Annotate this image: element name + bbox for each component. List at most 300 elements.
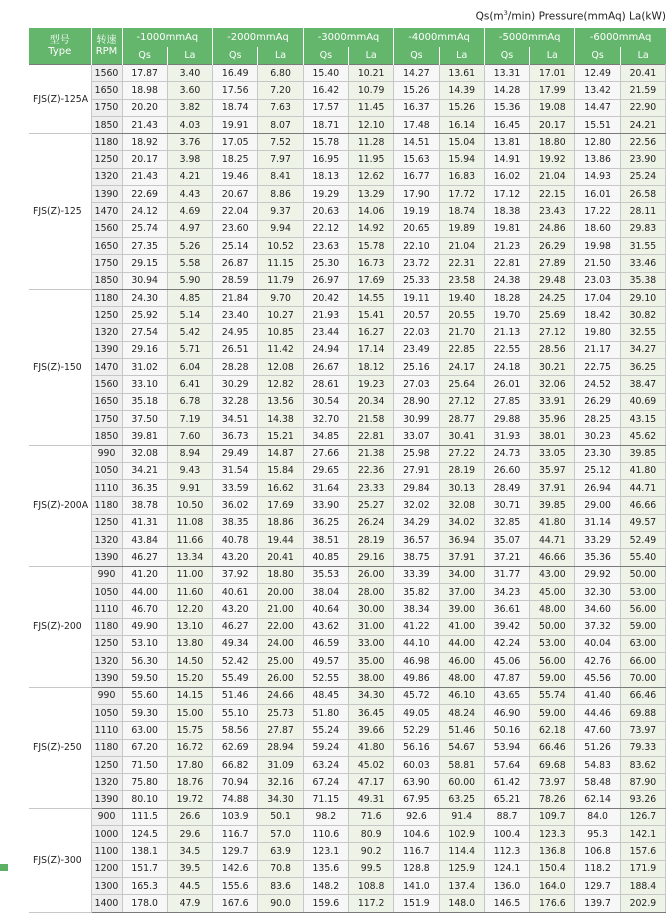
qs-cell: 33.39 (394, 566, 439, 583)
la-cell: 30.00 (348, 601, 393, 618)
la-cell: 16.72 (167, 739, 212, 756)
la-cell: 34.00 (439, 566, 484, 583)
qs-cell: 46.90 (484, 704, 529, 721)
la-cell: 21.00 (258, 601, 303, 618)
qs-cell: 39.81 (122, 428, 167, 445)
la-cell: 15.75 (167, 722, 212, 739)
qs-cell: 49.34 (213, 635, 258, 652)
la-cell: 35.97 (530, 462, 575, 479)
rpm-cell: 1750 (91, 410, 122, 427)
la-cell: 16.27 (348, 324, 393, 341)
rpm-cell: 1050 (91, 583, 122, 600)
qs-cell: 30.71 (484, 497, 529, 514)
qs-cell: 49.90 (122, 618, 167, 635)
la-cell: 22.00 (258, 618, 303, 635)
la-cell: 11.15 (258, 255, 303, 272)
la-cell: 6.04 (167, 359, 212, 376)
la-cell: 26.6 (167, 808, 212, 825)
la-cell: 53.00 (620, 583, 665, 600)
la-cell: 28.56 (530, 341, 575, 358)
table-row (29, 687, 666, 704)
la-cell: 31.00 (348, 618, 393, 635)
la-cell: 4.97 (167, 220, 212, 237)
rpm-cell: 1200 (91, 860, 122, 877)
la-cell: 17.14 (348, 341, 393, 358)
la-cell: 26.24 (348, 514, 393, 531)
table-row (29, 618, 666, 635)
qs-cell: 29.84 (394, 480, 439, 497)
la-cell: 14.06 (348, 203, 393, 220)
la-cell: 3.98 (167, 151, 212, 168)
qs-cell: 116.7 (213, 826, 258, 843)
la-cell: 25.00 (258, 653, 303, 670)
qs-cell: 36.61 (484, 601, 529, 618)
qs-cell: 29.88 (484, 410, 529, 427)
la-cell: 27.22 (439, 445, 484, 462)
la-cell: 52.49 (620, 532, 665, 549)
la-cell: 38.01 (530, 428, 575, 445)
la-cell: 6.80 (258, 65, 303, 82)
la-cell: 29.48 (530, 272, 575, 289)
qs-cell: 151.9 (394, 895, 439, 912)
la-cell: 30.13 (439, 480, 484, 497)
la-cell: 171.9 (620, 860, 665, 877)
qs-cell: 111.5 (122, 808, 167, 825)
la-cell: 24.25 (530, 289, 575, 306)
la-cell: 11.60 (167, 583, 212, 600)
la-cell: 18.12 (348, 359, 393, 376)
qs-cell: 41.40 (575, 687, 620, 704)
la-cell: 20.00 (258, 583, 303, 600)
la-cell: 18.76 (167, 774, 212, 791)
table-row (29, 255, 666, 272)
table-row (29, 65, 666, 82)
la-cell: 49.31 (348, 791, 393, 808)
qs-cell: 21.17 (575, 341, 620, 358)
la-cell: 39.85 (530, 497, 575, 514)
la-cell: 43.00 (530, 566, 575, 583)
qs-cell: 35.18 (122, 393, 167, 410)
rpm-cell: 1750 (91, 255, 122, 272)
la-cell: 47.9 (167, 895, 212, 912)
qs-cell: 43.65 (484, 687, 529, 704)
table-row (29, 653, 666, 670)
qs-header: Qs (213, 47, 258, 65)
la-cell: 11.42 (258, 341, 303, 358)
la-cell: 10.79 (348, 82, 393, 99)
qs-cell: 53.10 (122, 635, 167, 652)
qs-cell: 116.7 (394, 843, 439, 860)
la-cell: 58.81 (439, 756, 484, 773)
qs-cell: 29.00 (575, 497, 620, 514)
qs-cell: 55.60 (122, 687, 167, 704)
qs-cell: 36.25 (303, 514, 348, 531)
la-cell: 6.78 (167, 393, 212, 410)
la-cell: 20.34 (348, 393, 393, 410)
qs-cell: 28.25 (575, 410, 620, 427)
rpm-cell: 1390 (91, 549, 122, 566)
la-cell: 4.21 (167, 168, 212, 185)
rpm-cell: 1180 (91, 739, 122, 756)
qs-cell: 16.01 (575, 186, 620, 203)
la-cell: 13.61 (439, 65, 484, 82)
la-cell: 11.00 (167, 566, 212, 583)
la-cell: 19.08 (530, 99, 575, 116)
qs-cell: 15.78 (303, 134, 348, 151)
qs-cell: 33.90 (303, 497, 348, 514)
rpm-cell: 1250 (91, 635, 122, 652)
qs-cell: 128.8 (394, 860, 439, 877)
qs-cell: 23.03 (575, 272, 620, 289)
qs-cell: 129.7 (213, 843, 258, 860)
qs-cell: 67.24 (303, 774, 348, 791)
qs-cell: 14.28 (484, 82, 529, 99)
qs-cell: 13.86 (575, 151, 620, 168)
qs-cell: 22.81 (484, 255, 529, 272)
qs-cell: 25.30 (303, 255, 348, 272)
qs-cell: 46.27 (122, 549, 167, 566)
la-cell: 14.92 (348, 220, 393, 237)
qs-cell: 25.16 (394, 359, 439, 376)
qs-cell: 21.93 (303, 307, 348, 324)
qs-cell: 37.92 (213, 566, 258, 583)
la-cell: 31.09 (258, 756, 303, 773)
la-cell: 24.00 (258, 635, 303, 652)
table-row (29, 428, 666, 445)
qs-cell: 39.42 (484, 618, 529, 635)
qs-cell: 62.69 (213, 739, 258, 756)
qs-cell: 53.94 (484, 739, 529, 756)
qs-cell: 32.30 (575, 583, 620, 600)
qs-cell: 22.75 (575, 359, 620, 376)
qs-cell: 37.21 (484, 549, 529, 566)
qs-cell: 24.38 (484, 272, 529, 289)
la-cell: 18.74 (439, 203, 484, 220)
la-cell: 36.25 (620, 359, 665, 376)
qs-cell: 19.80 (575, 324, 620, 341)
la-header: La (348, 47, 393, 65)
qs-cell: 21.43 (122, 168, 167, 185)
qs-cell: 44.46 (575, 704, 620, 721)
table-row (29, 532, 666, 549)
qs-cell: 24.12 (122, 203, 167, 220)
rpm-cell: 1470 (91, 203, 122, 220)
rpm-cell: 1850 (91, 116, 122, 133)
table-row (29, 497, 666, 514)
qs-cell: 14.93 (575, 168, 620, 185)
qs-cell: 28.59 (213, 272, 258, 289)
la-cell: 93.26 (620, 791, 665, 808)
la-cell: 35.38 (620, 272, 665, 289)
qs-cell: 159.6 (303, 895, 348, 912)
qs-cell: 18.71 (303, 116, 348, 133)
la-cell: 22.31 (439, 255, 484, 272)
la-cell: 20.17 (530, 116, 575, 133)
qs-cell: 40.04 (575, 635, 620, 652)
model-cell: FJS(Z)-250 (29, 687, 91, 808)
la-cell: 15.41 (348, 307, 393, 324)
qs-cell: 33.59 (213, 480, 258, 497)
la-cell: 12.08 (258, 359, 303, 376)
la-cell: 30.82 (620, 307, 665, 324)
qs-cell: 29.15 (122, 255, 167, 272)
qs-cell: 12.80 (575, 134, 620, 151)
la-cell: 55.40 (620, 549, 665, 566)
la-cell: 57.0 (258, 826, 303, 843)
qs-cell: 17.05 (213, 134, 258, 151)
table-row (29, 410, 666, 427)
la-cell: 11.45 (348, 99, 393, 116)
qs-cell: 110.6 (303, 826, 348, 843)
la-cell: 35.00 (348, 653, 393, 670)
qs-cell: 55.10 (213, 704, 258, 721)
la-cell: 3.76 (167, 134, 212, 151)
table-row (29, 480, 666, 497)
qs-cell: 19.29 (303, 186, 348, 203)
qs-cell: 141.0 (394, 877, 439, 894)
la-cell: 17.99 (530, 82, 575, 99)
la-cell: 33.46 (620, 255, 665, 272)
la-cell: 25.64 (439, 376, 484, 393)
la-cell: 70.8 (258, 860, 303, 877)
rpm-cell: 1750 (91, 99, 122, 116)
la-cell: 73.97 (620, 722, 665, 739)
la-cell: 33.05 (530, 445, 575, 462)
la-cell: 27.87 (258, 722, 303, 739)
la-cell: 12.62 (348, 168, 393, 185)
la-cell: 90.0 (258, 895, 303, 912)
table-row (29, 808, 666, 825)
qs-cell: 51.80 (303, 704, 348, 721)
rpm-cell: 1250 (91, 514, 122, 531)
qs-cell: 18.60 (575, 220, 620, 237)
la-cell: 41.80 (530, 514, 575, 531)
qs-cell: 16.37 (394, 99, 439, 116)
qs-cell: 44.10 (394, 635, 439, 652)
la-cell: 39.85 (620, 445, 665, 462)
la-cell: 150.4 (530, 860, 575, 877)
table-row (29, 601, 666, 618)
qs-cell: 32.28 (213, 393, 258, 410)
qs-cell: 29.16 (122, 341, 167, 358)
la-cell: 9.43 (167, 462, 212, 479)
la-cell: 50.00 (530, 618, 575, 635)
qs-cell: 34.21 (122, 462, 167, 479)
qs-cell: 17.57 (303, 99, 348, 116)
la-cell: 3.60 (167, 82, 212, 99)
la-cell: 25.27 (348, 497, 393, 514)
la-cell: 78.26 (530, 791, 575, 808)
la-cell: 10.52 (258, 237, 303, 254)
la-cell: 23.90 (620, 151, 665, 168)
qs-cell: 34.85 (303, 428, 348, 445)
table-row (29, 739, 666, 756)
table-body (29, 65, 666, 913)
qs-cell: 15.63 (394, 151, 439, 168)
la-cell: 117.2 (348, 895, 393, 912)
la-cell: 19.40 (439, 289, 484, 306)
table-row (29, 514, 666, 531)
la-cell: 10.50 (167, 497, 212, 514)
qs-cell: 22.04 (213, 203, 258, 220)
la-cell: 24.17 (439, 359, 484, 376)
rpm-cell: 1180 (91, 289, 122, 306)
qs-cell: 34.23 (484, 583, 529, 600)
qs-cell: 43.84 (122, 532, 167, 549)
page-edge-marker (0, 864, 8, 871)
la-cell: 22.81 (348, 428, 393, 445)
qs-cell: 18.13 (303, 168, 348, 185)
qs-cell: 95.3 (575, 826, 620, 843)
la-cell: 45.62 (620, 428, 665, 445)
qs-cell: 19.81 (484, 220, 529, 237)
qs-cell: 25.14 (213, 237, 258, 254)
rpm-cell: 1250 (91, 307, 122, 324)
qs-cell: 23.72 (394, 255, 439, 272)
qs-cell: 129.7 (575, 877, 620, 894)
la-cell: 13.29 (348, 186, 393, 203)
la-cell: 125.9 (439, 860, 484, 877)
la-cell: 32.55 (620, 324, 665, 341)
la-cell: 32.16 (258, 774, 303, 791)
qs-cell: 41.31 (122, 514, 167, 531)
rpm-cell: 1650 (91, 237, 122, 254)
la-cell: 34.30 (348, 687, 393, 704)
qs-cell: 51.46 (213, 687, 258, 704)
model-cell: FJS(Z)-125 (29, 134, 91, 290)
qs-cell: 31.54 (213, 462, 258, 479)
qs-cell: 38.04 (303, 583, 348, 600)
la-cell: 12.20 (167, 601, 212, 618)
la-cell: 80.9 (348, 826, 393, 843)
la-cell: 23.58 (439, 272, 484, 289)
la-cell: 18.80 (530, 134, 575, 151)
la-cell: 17.69 (258, 497, 303, 514)
rpm-cell: 1320 (91, 532, 122, 549)
table-row (29, 583, 666, 600)
qs-cell: 61.42 (484, 774, 529, 791)
qs-cell: 31.02 (122, 359, 167, 376)
qs-cell: 31.93 (484, 428, 529, 445)
la-cell: 38.47 (620, 376, 665, 393)
la-cell: 59.00 (530, 670, 575, 687)
la-cell: 24.21 (620, 116, 665, 133)
la-cell: 26.00 (348, 566, 393, 583)
qs-cell: 49.57 (303, 653, 348, 670)
qs-cell: 71.15 (303, 791, 348, 808)
la-cell: 44.71 (620, 480, 665, 497)
la-cell: 46.00 (439, 653, 484, 670)
la-cell: 4.43 (167, 186, 212, 203)
qs-cell: 25.33 (394, 272, 439, 289)
la-cell: 28.19 (439, 462, 484, 479)
qs-cell: 63.00 (122, 722, 167, 739)
qs-cell: 55.49 (213, 670, 258, 687)
la-cell: 5.71 (167, 341, 212, 358)
qs-cell: 14.51 (394, 134, 439, 151)
la-cell: 26.29 (530, 237, 575, 254)
la-cell: 37.00 (439, 583, 484, 600)
la-cell: 69.68 (530, 756, 575, 773)
la-cell: 39.5 (167, 860, 212, 877)
qs-cell: 22.12 (303, 220, 348, 237)
pressure-header: -4000mmAq (394, 28, 485, 47)
la-cell: 18.86 (258, 514, 303, 531)
qs-cell: 46.98 (394, 653, 439, 670)
table-row (29, 877, 666, 894)
pressure-header: -1000mmAq (122, 28, 213, 47)
table-row (29, 566, 666, 583)
la-cell: 40.69 (620, 393, 665, 410)
la-cell: 47.17 (348, 774, 393, 791)
qs-cell: 136.0 (484, 877, 529, 894)
la-cell: 62.18 (530, 722, 575, 739)
qs-cell: 178.0 (122, 895, 167, 912)
qs-cell: 19.11 (394, 289, 439, 306)
qs-cell: 14.27 (394, 65, 439, 82)
la-cell: 46.10 (439, 687, 484, 704)
la-cell: 7.97 (258, 151, 303, 168)
qs-cell: 34.51 (213, 410, 258, 427)
qs-cell: 30.29 (213, 376, 258, 393)
la-cell: 26.58 (620, 186, 665, 203)
qs-cell: 28.90 (394, 393, 439, 410)
qs-cell: 42.76 (575, 653, 620, 670)
qs-cell: 22.10 (394, 237, 439, 254)
la-cell: 36.94 (439, 532, 484, 549)
qs-cell: 16.49 (213, 65, 258, 82)
qs-cell: 18.74 (213, 99, 258, 116)
rpm-cell: 1100 (91, 843, 122, 860)
rpm-cell: 1180 (91, 134, 122, 151)
qs-cell: 23.63 (303, 237, 348, 254)
la-cell: 9.70 (258, 289, 303, 306)
qs-cell: 23.49 (394, 341, 439, 358)
rpm-header-en: RPM (95, 46, 118, 57)
header-row-pressure (29, 28, 666, 47)
la-cell: 45.00 (530, 583, 575, 600)
la-cell: 51.46 (439, 722, 484, 739)
la-cell: 24.86 (530, 220, 575, 237)
table-row (29, 549, 666, 566)
la-cell: 63.00 (620, 635, 665, 652)
table-row (29, 756, 666, 773)
la-cell: 21.58 (348, 410, 393, 427)
table-row (29, 324, 666, 341)
qs-cell: 24.94 (303, 341, 348, 358)
rpm-cell: 1180 (91, 618, 122, 635)
qs-cell: 24.52 (575, 376, 620, 393)
la-cell: 8.94 (167, 445, 212, 462)
table-row (29, 774, 666, 791)
la-cell: 87.90 (620, 774, 665, 791)
qs-cell: 19.46 (213, 168, 258, 185)
la-cell: 83.6 (258, 877, 303, 894)
qs-cell: 57.64 (484, 756, 529, 773)
qs-cell: 56.30 (122, 653, 167, 670)
qs-cell: 18.38 (484, 203, 529, 220)
la-cell: 20.41 (620, 65, 665, 82)
qs-cell: 50.16 (484, 722, 529, 739)
qs-cell: 33.29 (575, 532, 620, 549)
model-header (29, 28, 91, 65)
qs-cell: 26.60 (484, 462, 529, 479)
la-cell: 15.78 (348, 237, 393, 254)
qs-cell: 17.22 (575, 203, 620, 220)
qs-cell: 27.03 (394, 376, 439, 393)
qs-cell: 18.42 (575, 307, 620, 324)
la-cell: 41.80 (620, 462, 665, 479)
